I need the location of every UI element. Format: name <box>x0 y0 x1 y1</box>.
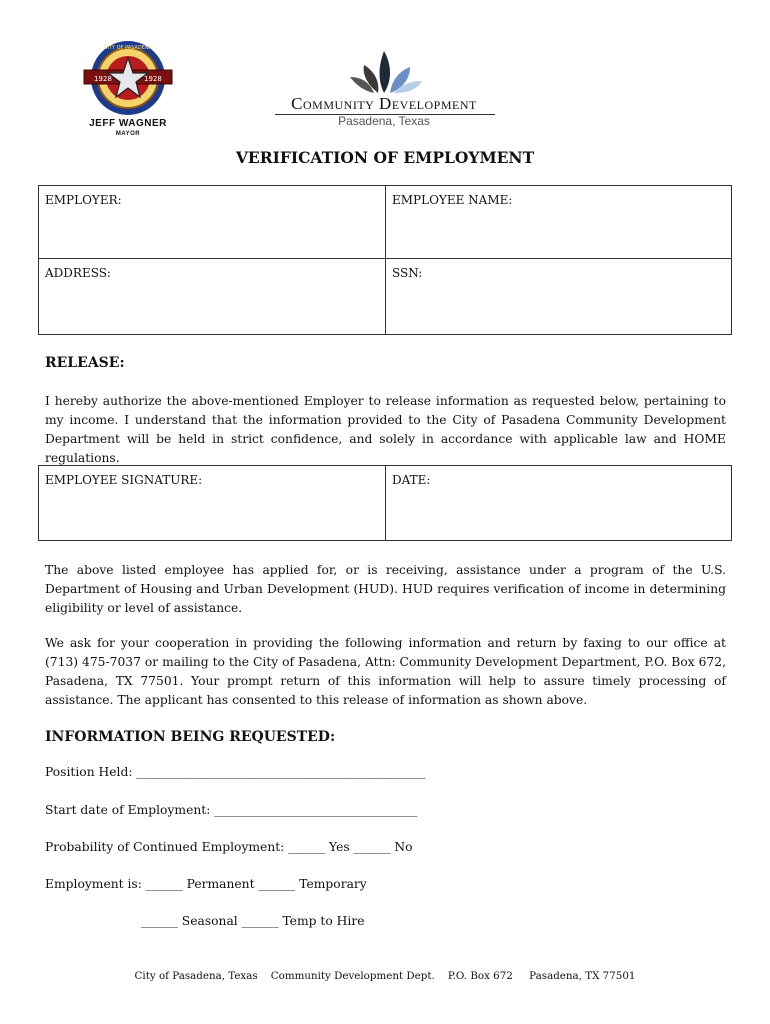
release-heading: RELEASE: <box>45 355 125 371</box>
employee-signature-label: EMPLOYEE SIGNATURE: <box>45 473 203 487</box>
date-label: DATE: <box>392 473 431 487</box>
document-title: VERIFICATION OF EMPLOYMENT <box>235 148 535 167</box>
address-label: ADDRESS: <box>45 266 111 280</box>
employee-signature-field[interactable] <box>39 466 386 541</box>
seal-year-right: 1928 <box>144 75 162 83</box>
department-subtitle: Pasadena, Texas <box>338 114 430 128</box>
employer-label: EMPLOYER: <box>45 193 122 207</box>
cooperation-paragraph: We ask for your cooperation in providing the following information and return by faxing to our office at (713) 475-7037 or mailing to the City of Pasadena, Attn: Community Development Department, P.O. Box 672, Pasadena, TX 77501. Your prompt return of this information will help to assure timely processing of assistance. The applicant has consented to this release of information as shown above. <box>45 636 726 707</box>
employment-type-line-2[interactable]: ______ Seasonal ______ Temp to Hire <box>141 914 365 928</box>
start-date-line[interactable]: Start date of Employment: _________________________________ <box>45 803 418 817</box>
hud-paragraph: The above listed employee has applied for, or is receiving, assistance under a program of the U.S. Department of Housing and Urban Development (HUD). HUD requires verification of income in determining eligibility or level of assistance. <box>45 563 726 615</box>
ssn-field[interactable] <box>386 259 732 335</box>
mayor-name: JEFF WAGNER <box>89 118 167 129</box>
requested-heading: INFORMATION BEING REQUESTED: <box>45 729 336 745</box>
signature-table <box>38 465 732 541</box>
employer-field[interactable] <box>39 186 386 259</box>
employment-type-line[interactable]: Employment is: ______ Permanent ______ Temporary <box>45 877 367 891</box>
mayor-title: MAYOR <box>115 131 141 137</box>
employee-name-field[interactable] <box>386 186 732 259</box>
seal-text: CITY OF PASADENA <box>103 45 153 51</box>
footer: City of Pasadena, Texas Community Development Dept. P.O. Box 672 Pasadena, TX 77501 <box>134 970 636 982</box>
employee-name-label: EMPLOYEE NAME: <box>392 193 513 207</box>
release-text: I hereby authorize the above-mentioned Employer to release information as requested below, pertaining to my income. I understand that the information provided to the City of Pasadena Community Development Department will be held in strict confidence, and solely in accordance with applicable law and HOME regulations. <box>45 394 726 465</box>
employee-info-table <box>38 185 732 335</box>
address-field[interactable] <box>39 259 386 335</box>
probability-line[interactable]: Probability of Continued Employment: ______ Yes ______ No <box>45 840 413 854</box>
community-development-logo-icon <box>348 45 424 95</box>
ssn-label: SSN: <box>392 266 423 280</box>
department-title: Community Development <box>291 94 477 113</box>
seal-year-left: 1928 <box>94 75 112 83</box>
city-seal <box>80 38 176 118</box>
position-held-line[interactable]: Position Held: _______________________________________________ <box>45 765 426 779</box>
date-field[interactable] <box>386 466 732 541</box>
